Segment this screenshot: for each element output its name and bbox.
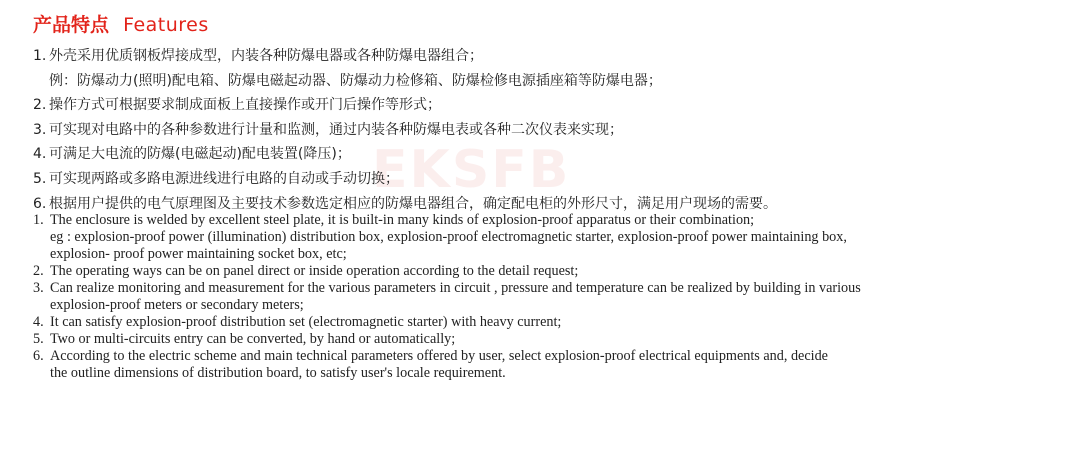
cn-item-number: 5. <box>33 170 47 187</box>
cn-item-text: 可满足大电流的防爆(电磁起动)配电装置(降压)； <box>49 146 351 163</box>
section-heading <box>33 12 209 38</box>
en-list-item <box>33 212 973 263</box>
en-list-item <box>33 280 973 314</box>
cn-list-item <box>33 118 1033 143</box>
en-item-number: 4. <box>33 314 44 330</box>
cn-item-number: 1. <box>33 48 47 64</box>
cn-list-item <box>33 167 1033 192</box>
en-item-line: explosion- proof power maintaining socket box, etc; <box>50 246 347 262</box>
en-list-item <box>33 314 973 331</box>
cn-list-item <box>33 69 1033 94</box>
en-list-item <box>33 331 973 348</box>
en-item-line: The enclosure is welded by excellent steel plate, it is built-in many kinds of explosion-proof apparatus or their combination; <box>50 212 755 228</box>
en-list-item <box>33 348 973 382</box>
cn-item-number: 2. <box>33 97 47 114</box>
en-item-number: 6. <box>33 348 44 364</box>
en-list-item <box>33 263 973 280</box>
en-item-line: The operating ways can be on panel direct or inside operation according to the detail request; <box>50 263 579 279</box>
en-item-line: According to the electric scheme and main technical parameters offered by user, select explosion-proof electrical equipments and, decide <box>50 348 828 364</box>
cn-item-number: 4. <box>33 146 47 163</box>
cn-item-text: 根据用户提供的电气原理图及主要技术参数选定相应的防爆电器组合，确定配电柜的外形尺寸，满足用户现场的需要。 <box>49 195 777 212</box>
cn-list-item <box>33 93 1033 118</box>
heading-chinese: 产品特点 <box>33 14 110 36</box>
cn-list-item <box>33 44 1033 69</box>
english-feature-list <box>33 212 973 382</box>
en-item-line: It can satisfy explosion-proof distribution set (electromagnetic starter) with heavy current; <box>50 314 562 330</box>
en-item-line: explosion-proof meters or secondary meters; <box>50 297 304 313</box>
cn-item-text: 例：防爆动力(照明)配电箱、防爆电磁起动器、防爆动力检修箱、防爆检修电源插座箱等防爆电器； <box>49 72 662 89</box>
cn-item-number: 3. <box>33 121 47 138</box>
en-item-number: 5. <box>33 331 44 347</box>
cn-item-text: 外壳采用优质钢板焊接成型，内装各种防爆电器或各种防爆电器组合； <box>49 48 483 64</box>
en-item-number: 1. <box>33 212 44 228</box>
watermark-logo: EKSFB <box>372 140 571 200</box>
chinese-feature-list <box>33 44 1033 216</box>
cn-item-number: 6. <box>33 195 47 212</box>
cn-item-text: 可实现对电路中的各种参数进行计量和监测，通过内装各种防爆电表或各种二次仪表来实现； <box>49 121 623 138</box>
en-item-number: 2. <box>33 263 44 279</box>
cn-item-text: 操作方式可根据要求制成面板上直接操作或开门后操作等形式； <box>49 97 441 114</box>
cn-list-item <box>33 142 1033 167</box>
en-item-line: the outline dimensions of distribution board, to satisfy user's locale requirement. <box>50 365 506 381</box>
en-item-number: 3. <box>33 280 44 296</box>
heading-english: Features <box>123 14 209 36</box>
en-item-line: Can realize monitoring and measurement for the various parameters in circuit , pressure and temperature can be realized by building in various <box>50 280 861 296</box>
en-item-line: eg : explosion-proof power (illumination) distribution box, explosion-proof electromagnetic starter, explosion-proof power maintaining box, <box>50 229 847 245</box>
en-item-line: Two or multi-circuits entry can be converted, by hand or automatically; <box>50 331 456 347</box>
cn-item-text: 可实现两路或多路电源进线进行电路的自动或手动切换； <box>49 170 399 187</box>
